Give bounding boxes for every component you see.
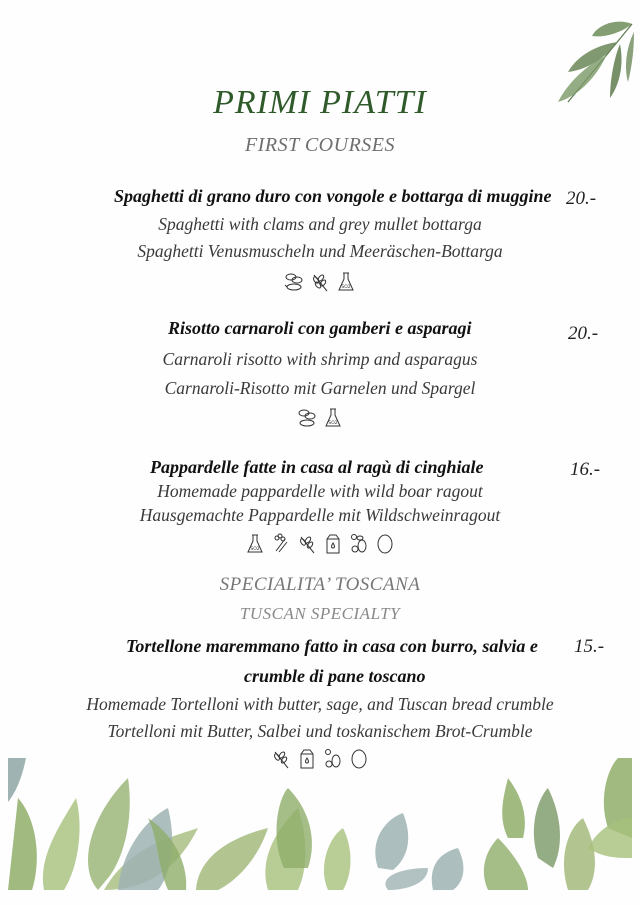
shellfish-fish-icon [284, 271, 304, 293]
wheat-icon [297, 533, 317, 555]
egg-icon [375, 533, 395, 555]
dish-name: Spaghetti di grano duro con vongole e bottarga di muggine [114, 186, 552, 206]
dish-german: Hausgemachte Pappardelle mit Wildschweinragout [139, 505, 501, 525]
svg-text:SO2: SO2 [250, 547, 260, 552]
shellfish-fish-icon [297, 407, 317, 429]
dish-name-line1: Tortellone maremmano fatto in casa con burro, salvia e [126, 636, 538, 656]
sulphites-icon [245, 533, 265, 555]
foliage-decoration-bottom [8, 758, 632, 890]
dish-price: 20.- [568, 323, 599, 344]
nuts-icon [349, 533, 369, 555]
page-title: PRIMI PIATTI [213, 84, 427, 121]
allergen-icons [0, 271, 640, 293]
dish-german: Spaghetti Venusmuscheln und Meeräschen-Bottarga [137, 241, 503, 261]
milk-icon [323, 533, 343, 555]
dish-name: Risotto carnaroli con gamberi e asparagi [168, 318, 472, 338]
dish-german: Carnaroli-Risotto mit Garnelen und Spargel [164, 378, 476, 398]
svg-text:SO2: SO2 [341, 285, 351, 290]
dish-english: Spaghetti with clams and grey mullet bottarga [158, 214, 482, 234]
celery-icon [271, 533, 291, 555]
sulphites-icon [336, 271, 356, 293]
allergen-icons [0, 407, 640, 429]
dish-english: Homemade pappardelle with wild boar ragout [157, 481, 483, 501]
dish-price: 15.- [574, 636, 605, 657]
dish-english: Carnaroli risotto with shrimp and asparagus [162, 349, 478, 369]
dish-english: Homemade Tortelloni with butter, sage, and Tuscan bread crumble [86, 694, 554, 714]
special-section-subtitle: TUSCAN SPECIALTY [239, 604, 401, 623]
wheat-icon [310, 271, 330, 293]
dish-price: 16.- [570, 459, 601, 480]
sulphites-icon [323, 407, 343, 429]
dish-german: Tortelloni mit Butter, Salbei und toskanischem Brot-Crumble [107, 721, 533, 741]
dish-name-line2: crumble di pane toscano [244, 666, 426, 686]
page-subtitle: FIRST COURSES [244, 134, 395, 156]
dish-price: 20.- [566, 188, 597, 209]
allergen-icons [0, 533, 640, 555]
dish-name: Pappardelle fatte in casa al ragù di cinghiale [150, 457, 484, 477]
special-section-title: SPECIALITA’ TOSCANA [219, 574, 421, 595]
svg-text:SO2: SO2 [328, 421, 338, 426]
